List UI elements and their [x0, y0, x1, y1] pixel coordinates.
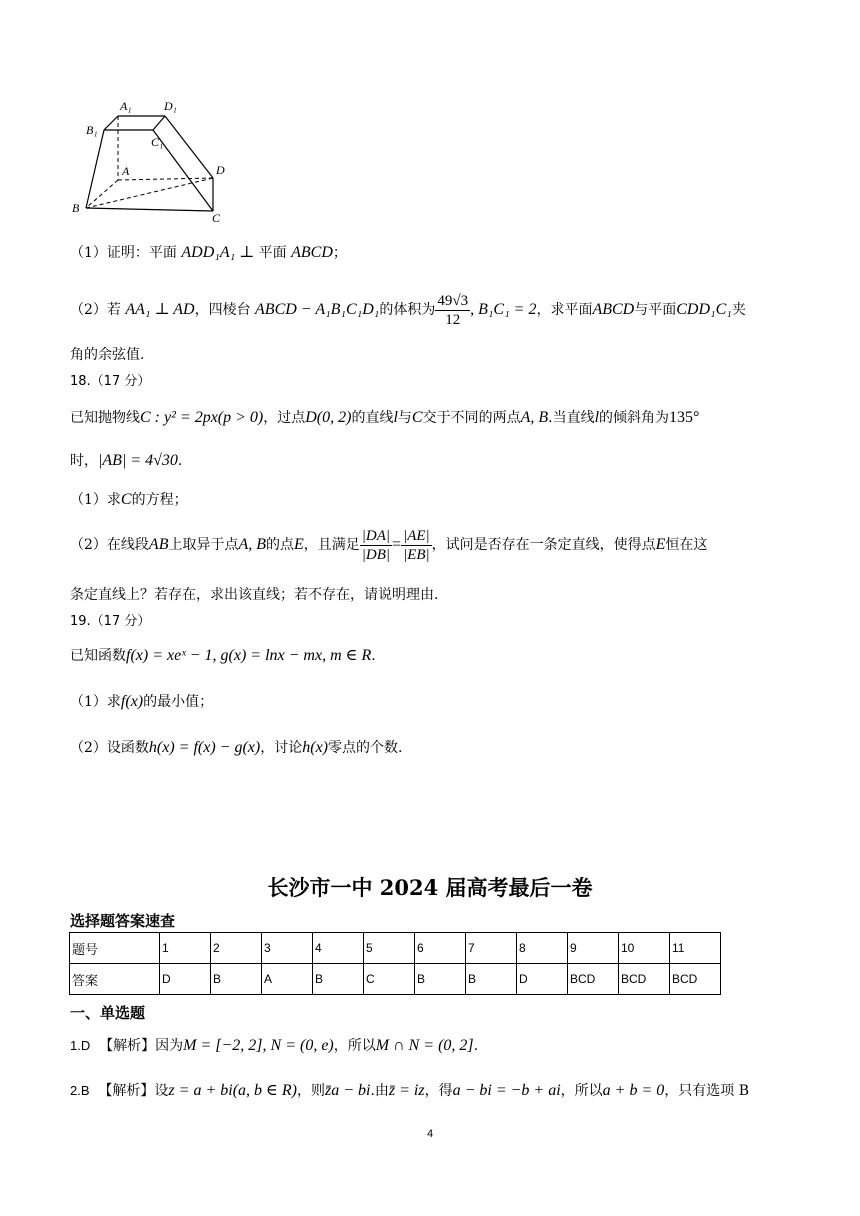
answer-2-lead: 2.B: [70, 1083, 90, 1098]
table-cell: 10: [619, 933, 670, 964]
table-cell: 11: [670, 933, 721, 964]
table-cell: 9: [568, 933, 619, 964]
q17-part2-math3: , B₁C₁ = 2: [470, 301, 537, 318]
q19-stem-t1: 已知函数: [70, 648, 126, 664]
table-cell: A: [262, 964, 313, 995]
page-number: 4: [426, 1128, 434, 1140]
ratio2-num: |AE|: [403, 527, 430, 544]
q18-part2-t5: ，试问是否存在一条定直线，使得点: [431, 537, 656, 553]
table-cell: 4: [313, 933, 364, 964]
q18-stem2-t1: 时，: [70, 453, 98, 469]
answer-1-m1: M = [−2, 2], N = (0, e): [183, 1037, 334, 1054]
q17-part2-t2: 的体积为: [379, 302, 436, 318]
ratio1-den: |DB|: [361, 546, 391, 563]
answer-2-t5: ，所以: [560, 1083, 603, 1099]
q18-part2-m2: A, B: [238, 536, 267, 553]
answer-2-m5: a + b = 0: [602, 1082, 665, 1099]
q19-part1-t2: 的最小值；: [143, 694, 214, 710]
table-cell: BCD: [619, 964, 670, 995]
table-row-answers: [70, 964, 721, 995]
table-cell: B: [211, 964, 262, 995]
table-cell: 6: [415, 933, 466, 964]
table-cell: C: [364, 964, 415, 995]
answers-title: 长沙市一中 2024 届高考最后一卷: [267, 875, 593, 900]
ratio-fraction-1: [360, 527, 392, 564]
q19-part2-t2: ，讨论: [260, 740, 303, 756]
q18-part2-m3: E: [294, 536, 304, 553]
q18-stem-m4: C: [411, 409, 423, 426]
q18-stem-m6: l: [594, 409, 600, 426]
ratio-fraction-2: [401, 527, 432, 564]
q18-part2-t2: 上取异于点: [168, 537, 239, 553]
label-B1: B₁: [86, 123, 98, 137]
label-A1: A₁: [120, 99, 132, 113]
table-cell: BCD: [568, 964, 619, 995]
label-C: C: [212, 211, 221, 225]
q19-part2: [70, 738, 790, 758]
q17-part2-prefix: （2）若: [70, 302, 121, 318]
q18-stem-t6: .当直线: [548, 410, 595, 426]
table-cell: 3: [262, 933, 313, 964]
q19-part1-t1: （1）求: [70, 694, 121, 710]
answer-1-t3: .: [473, 1038, 479, 1054]
q18-part1-t1: （1）求: [70, 492, 121, 508]
volume-fraction-num: 49√3: [437, 292, 469, 309]
q17-part2-t3: ，求平面: [536, 302, 593, 318]
q18-part2-m4: E: [655, 536, 666, 553]
q17-part1-math1: ADD₁A₁ ⊥: [181, 244, 255, 261]
volume-fraction: [435, 292, 470, 329]
q17-part2-t5: 夹: [731, 302, 746, 318]
q18-stem-m1: C : y² = 2px(p > 0): [140, 409, 264, 426]
q18-part2-t3: 的点: [266, 537, 295, 553]
answer-2: [70, 1081, 800, 1101]
table-header-answer: 答案: [70, 964, 160, 995]
q17-part1-prefix: （1）证明：平面: [70, 245, 177, 261]
q18-stem-m7: 135°: [669, 409, 700, 426]
q18-stem-t7: 的倾斜角为: [599, 410, 670, 426]
ratio1-num: |DA|: [361, 527, 391, 544]
table-cell: D: [517, 964, 568, 995]
label-C1: C₁: [151, 135, 164, 149]
q18-stem-t1: 已知抛物线: [70, 410, 140, 426]
q18-header: 18.（17 分）: [70, 374, 151, 389]
table-cell: 2: [211, 933, 262, 964]
table-cell: 7: [466, 933, 517, 964]
label-D1: D₁: [164, 99, 177, 113]
quick-answer-title: 选择题答案速查: [70, 912, 176, 930]
label-B: B: [72, 201, 80, 215]
answer-1-t2: ，所以: [333, 1038, 376, 1054]
q18-stem-t2: ，过点: [263, 410, 306, 426]
q19-stem-t2: .: [371, 648, 376, 664]
q17-part1-mid: 平面: [258, 245, 287, 261]
q18-part2-t1: （2）在线段: [70, 537, 149, 553]
q18-stem2-t2: .: [177, 453, 183, 469]
section-heading-single-choice: 一、单选题: [70, 1004, 146, 1022]
q17-part1-math2: ABCD: [291, 244, 333, 261]
q19-part2-t1: （2）设函数: [70, 740, 149, 756]
answer-2-m2: z̄a − bi: [324, 1082, 371, 1099]
q18-stem2-m1: |AB| = 4√30: [98, 452, 178, 469]
table-cell: B: [466, 964, 517, 995]
answer-2-m3: z̄ = iz: [388, 1082, 425, 1099]
answer-1-t1: 【解析】因为: [99, 1038, 184, 1054]
q18-stem-m3: l: [393, 409, 398, 426]
table-cell: BCD: [670, 964, 721, 995]
q18-part2-m1: AB: [148, 536, 169, 553]
q19-part1: [70, 692, 790, 712]
q18-stem-m2: D(0, 2): [305, 409, 352, 426]
table-cell: 5: [364, 933, 415, 964]
label-D: D: [216, 163, 225, 177]
q19-part2-m2: h(x): [302, 739, 328, 756]
answer-2-m1: z = a + bi(a, b ∈ R): [168, 1082, 297, 1099]
table-cell: D: [160, 964, 211, 995]
answer-2-t4: ，得: [424, 1083, 453, 1099]
answer-table: [69, 932, 721, 995]
q19-part2-m1: h(x) = f(x) − g(x): [148, 739, 261, 756]
q18-part1: [70, 490, 790, 510]
label-A: A: [122, 164, 130, 178]
q17-part2-math2: ABCD − A₁B₁C₁D₁: [255, 301, 380, 318]
answer-2-t3: .由: [370, 1083, 389, 1099]
q18-part2-cont: 条定直线上？若存在，求出该直线；若不存在，请说明理由.: [70, 587, 439, 603]
q18-part2-t4: ，且满足: [303, 537, 360, 553]
q17-part2-t4: 与平面: [634, 302, 677, 318]
answer-1-m2: M ∩ N = (0, 2]: [375, 1037, 474, 1054]
q17-part2-cont: 角的余弦值.: [70, 347, 145, 363]
volume-fraction-den: 12: [445, 311, 461, 328]
q18-stem-m5: A, B: [520, 409, 549, 426]
table-header-number: 题号: [70, 933, 160, 964]
answer-2-t2: ，则: [296, 1083, 325, 1099]
frustum-figure: [68, 96, 238, 226]
answer-2-m4: a − bi = −b + ai: [452, 1082, 561, 1099]
answer-2-t1: 【解析】设: [98, 1083, 169, 1099]
q17-part2-math4: ABCD: [592, 301, 635, 318]
q18-part2-t6: 恒在这: [665, 537, 708, 553]
q19-header: 19.（17 分）: [70, 614, 151, 629]
q17-part2-t1: ，四棱台: [194, 302, 251, 318]
ratio-equals: =: [392, 536, 402, 553]
table-cell: 8: [517, 933, 568, 964]
q18-stem-t3: 的直线: [351, 410, 394, 426]
q18-stem2: [70, 451, 790, 471]
q17-part1-end: ；: [332, 245, 347, 261]
q18-part2: [70, 525, 790, 565]
answer-1-lead: 1.D: [70, 1038, 91, 1053]
answer-1: [70, 1036, 790, 1056]
q17-part2: [70, 290, 790, 330]
table-cell: 1: [160, 933, 211, 964]
table-cell: B: [313, 964, 364, 995]
q19-part2-t3: 零点的个数.: [328, 740, 403, 756]
q17-part1: [70, 243, 790, 263]
q19-stem: [70, 646, 790, 666]
q17-part2-math1: AA₁ ⊥ AD: [125, 301, 195, 318]
q19-part1-m1: f(x): [120, 693, 144, 710]
q18-stem: [70, 408, 790, 428]
q19-stem-m1: f(x) = xeˣ − 1, g(x) = lnx − mx, m ∈ R: [126, 647, 372, 664]
answer-2-t6: ，只有选项 B: [664, 1083, 750, 1099]
q18-stem-t4: 与: [397, 410, 412, 426]
table-row-numbers: [70, 933, 721, 964]
q18-part1-m1: C: [120, 491, 132, 508]
q17-part2-math5: CDD₁C₁: [676, 301, 732, 318]
q18-stem-t5: 交于不同的两点: [422, 410, 521, 426]
table-cell: B: [415, 964, 466, 995]
q18-part1-t2: 的方程；: [131, 492, 188, 508]
ratio2-den: |EB|: [403, 546, 430, 563]
